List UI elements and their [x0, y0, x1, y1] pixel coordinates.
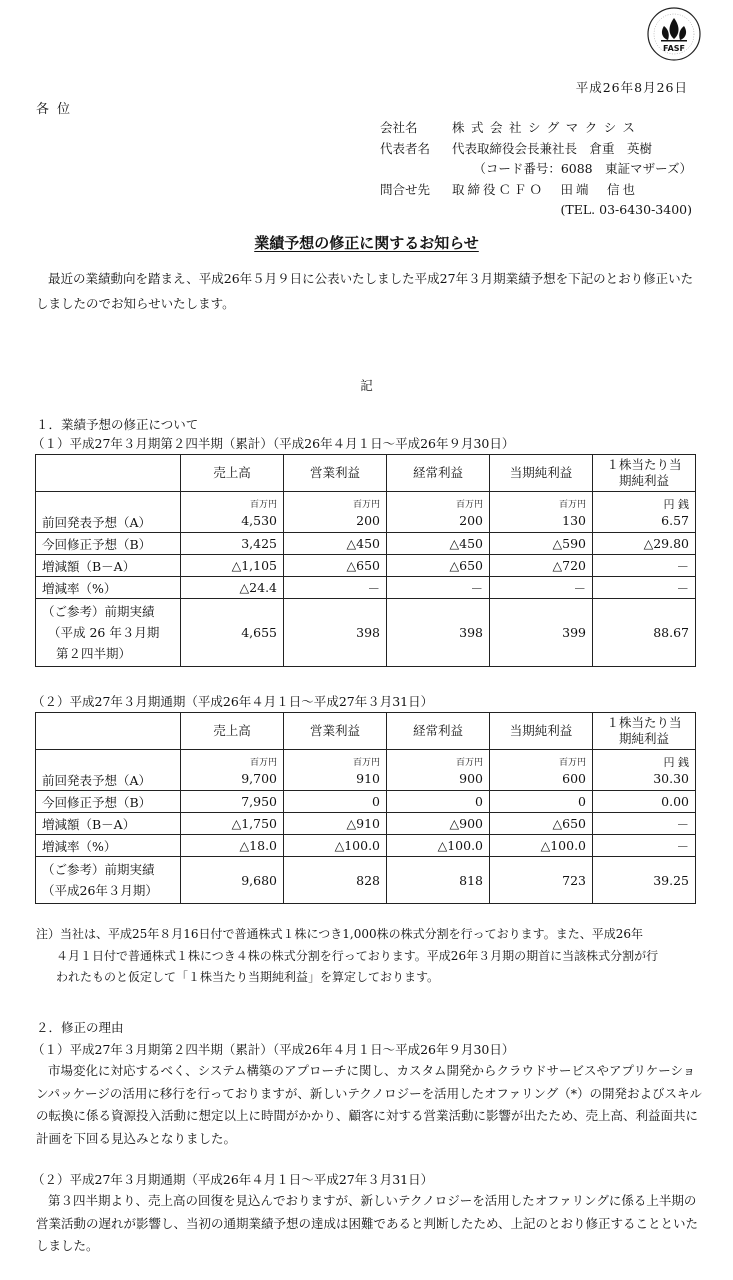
col-header-eps: １株当たり当期純利益	[593, 713, 696, 750]
cell-value: 9,700	[241, 771, 277, 786]
cell-value: 398	[284, 599, 387, 667]
fasf-logo	[646, 6, 702, 62]
cell-value: 398	[387, 599, 490, 667]
cell-value: △650	[284, 555, 387, 577]
table-row	[36, 750, 696, 791]
footnote-line: われたものと仮定して「１株当たり当期純利益」を算定しております。	[56, 970, 440, 984]
document-title-text: 業績予想の修正に関するお知らせ	[254, 234, 479, 252]
cell-value: △100.0	[387, 835, 490, 857]
forecast-table-full-year	[35, 712, 696, 904]
company-row	[380, 118, 692, 139]
cell-value: △18.0	[181, 835, 284, 857]
footnote-line: ４月１日付で普通株式１株につき４株の株式分割を行っております。平成26年３月期の期首に当該株式分割が行	[56, 948, 659, 963]
unit-label: 百万円	[352, 758, 380, 768]
cell-value: －	[593, 813, 696, 835]
unit-label: 百万円	[249, 500, 277, 510]
cell-value: △650	[387, 555, 490, 577]
cell-value: 6.57	[661, 513, 689, 528]
cell-value: 0	[490, 791, 593, 813]
section2-heading: ２．修正の理由	[36, 1020, 124, 1035]
cell-value: 30.30	[653, 771, 689, 786]
addressee: 各位	[36, 102, 79, 117]
unit-label: 円 銭	[663, 498, 689, 511]
row-label: （ご参考）前期実績 （平成 26 年３月期 第２四半期）	[36, 599, 181, 667]
fasf-seal-icon	[646, 6, 702, 62]
company-info-block	[380, 118, 692, 221]
table-row	[36, 813, 696, 835]
unit-label: 百万円	[249, 758, 277, 768]
tel-row	[380, 200, 692, 221]
cell-value: △450	[387, 533, 490, 555]
table-row	[36, 533, 696, 555]
contact-tel: (TEL. 03-6430-3400)	[560, 202, 692, 217]
cell-value: 818	[387, 857, 490, 904]
table-row	[36, 577, 696, 599]
representative-row	[380, 139, 692, 160]
cell-value: △900	[387, 813, 490, 835]
cell-value: 3,425	[181, 533, 284, 555]
row-label: 増減率（%）	[36, 577, 181, 599]
representative-label: 代表者名	[380, 140, 431, 156]
cell-value: 900	[459, 771, 483, 786]
cell-value: －	[387, 577, 490, 599]
cell-value: 4,655	[181, 599, 284, 667]
col-header-eps: １株当たり当期純利益	[593, 455, 696, 492]
footnote-prefix: 注）	[36, 927, 61, 941]
cell-value: △1,750	[181, 813, 284, 835]
document-title	[0, 232, 733, 253]
company-name: 株式会社シグマクシス	[452, 120, 642, 135]
table-row	[36, 555, 696, 577]
cell-value: △650	[490, 813, 593, 835]
intro-paragraph: 最近の業績動向を踏まえ、平成26年５月９日に公表いたしました平成27年３月期業績予想を下記のとおり修正いたしましたのでお知らせいたします。	[36, 271, 694, 311]
table-row	[36, 835, 696, 857]
stock-code: （コード番号：6088 東証マザーズ）	[473, 161, 692, 176]
cell-value: －	[593, 577, 696, 599]
table-row-reference	[36, 599, 696, 667]
cell-value: △720	[490, 555, 593, 577]
cell-value: 130	[562, 513, 586, 528]
cell-value: 39.25	[593, 857, 696, 904]
unit-label: 百万円	[352, 500, 380, 510]
cell-value: 9,680	[181, 857, 284, 904]
cell-value: 200	[356, 513, 380, 528]
header-blank	[36, 713, 181, 750]
row-label: 今回修正予想（B）	[36, 533, 181, 555]
cell-value: △100.0	[284, 835, 387, 857]
cell-value: －	[490, 577, 593, 599]
section1-heading: １．業績予想の修正について	[36, 417, 199, 432]
contact-person: 取締役ＣＦＯ 田端 信也	[452, 181, 639, 197]
unit-label: 円 銭	[663, 756, 689, 769]
unit-label: 百万円	[455, 758, 483, 768]
ki-marker: 記	[360, 378, 373, 393]
table1-heading: （１）平成27年３月期第２四半期（累計）（平成26年４月１日～平成26年９月30日）	[32, 436, 515, 451]
row-label: 増減額（B－A）	[36, 555, 181, 577]
table-row	[36, 791, 696, 813]
contact-label: 問合せ先	[380, 181, 431, 197]
cell-value: 200	[459, 513, 483, 528]
col-header-net-income: 当期純利益	[490, 713, 593, 750]
representative-name: 代表取締役会長兼社長 倉重 英樹	[452, 140, 653, 156]
cell-value: 910	[356, 771, 380, 786]
contact-row	[380, 180, 692, 201]
reason-full-year-heading: （２）平成27年３月期通期（平成26年４月１日～平成27年３月31日）	[32, 1172, 434, 1187]
row-label: 増減率（%）	[36, 835, 181, 857]
cell-value: 0	[284, 791, 387, 813]
cell-value: △450	[284, 533, 387, 555]
reason-q2-heading: （１）平成27年３月期第２四半期（累計）（平成26年４月１日～平成26年９月30日）	[32, 1042, 515, 1057]
reason-q2-text: 市場変化に対応するべく、システム構築のアプローチに関し、カスタム開発からクラウドサービスやアプリケーションパッケージの活用に移行を行っておりますが、新しいテクノロジーを活用したオファリング（*）の開発およびスキルの転換に係る資源投入活動に想定以上に時間がかかり、顧客に対する営業活動に影響が出たため、売上高、利益面共に計画を下回る見込みとなりました。	[36, 1063, 702, 1146]
cell-value: 4,530	[241, 513, 277, 528]
cell-value: △1,105	[181, 555, 284, 577]
cell-value: △24.4	[181, 577, 284, 599]
col-header-sales: 売上高	[181, 713, 284, 750]
cell-value: 828	[284, 857, 387, 904]
company-label: 会社名	[380, 120, 418, 135]
col-header-ordinary-income: 経常利益	[387, 455, 490, 492]
col-header-net-income: 当期純利益	[490, 455, 593, 492]
cell-value: 600	[562, 771, 586, 786]
table-row	[36, 492, 696, 533]
document-date: 平成26年8月26日	[575, 80, 688, 95]
table-header-row	[36, 455, 696, 492]
header-blank	[36, 455, 181, 492]
cell-value: 399	[490, 599, 593, 667]
cell-value: △29.80	[593, 533, 696, 555]
col-header-operating-income: 営業利益	[284, 455, 387, 492]
cell-value: 0.00	[593, 791, 696, 813]
table2-heading: （２）平成27年３月期通期（平成26年４月１日～平成27年３月31日）	[32, 694, 434, 709]
row-label: 増減額（B－A）	[36, 813, 181, 835]
cell-value: 88.67	[593, 599, 696, 667]
row-label: 今回修正予想（B）	[36, 791, 181, 813]
footnote	[36, 924, 706, 989]
col-header-operating-income: 営業利益	[284, 713, 387, 750]
col-header-ordinary-income: 経常利益	[387, 713, 490, 750]
row-label: 前回発表予想（A）	[42, 515, 152, 530]
cell-value: －	[593, 555, 696, 577]
unit-label: 百万円	[558, 500, 586, 510]
cell-value: －	[593, 835, 696, 857]
table-row-reference	[36, 857, 696, 904]
forecast-table-q2	[35, 454, 696, 667]
cell-value: △910	[284, 813, 387, 835]
cell-value: 723	[490, 857, 593, 904]
cell-value: －	[284, 577, 387, 599]
cell-value: △100.0	[490, 835, 593, 857]
logo-text: FASF	[663, 44, 685, 53]
col-header-sales: 売上高	[181, 455, 284, 492]
cell-value: 7,950	[181, 791, 284, 813]
footnote-line: 当社は、平成25年８月16日付で普通株式１株につき1,000株の株式分割を行っております。また、平成26年	[60, 927, 643, 941]
reason-full-year-text: 第３四半期より、売上高の回復を見込んでおりますが、新しいテクノロジーを活用したオファリングに係る上半期の営業活動の遅れが影響し、当初の通期業績予想の達成は困難であると判断したため、上記のとおり修正することといたしました。	[36, 1193, 699, 1253]
unit-label: 百万円	[558, 758, 586, 768]
row-label: 前回発表予想（A）	[42, 773, 152, 788]
table-header-row	[36, 713, 696, 750]
unit-label: 百万円	[455, 500, 483, 510]
stock-code-row	[380, 159, 692, 180]
row-label: （ご参考）前期実績 （平成26年３月期）	[36, 857, 181, 904]
cell-value: 0	[387, 791, 490, 813]
cell-value: △590	[490, 533, 593, 555]
